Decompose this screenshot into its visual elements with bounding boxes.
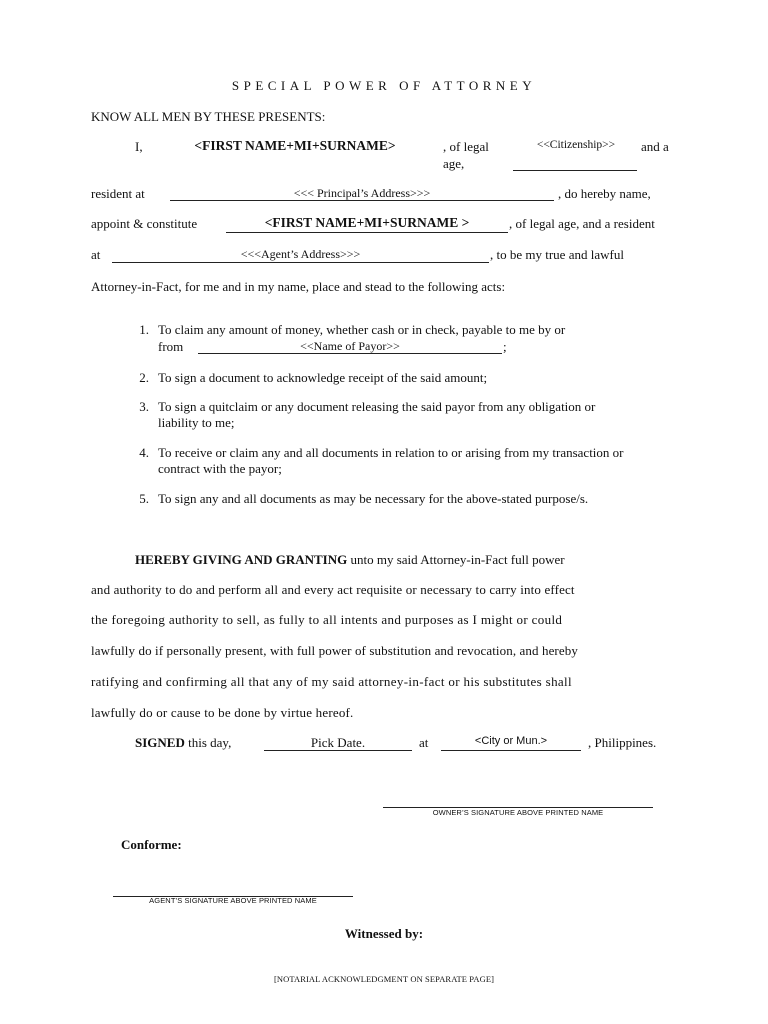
know-all-heading: KNOW ALL MEN BY THESE PRESENTS: (91, 109, 326, 124)
principal-name-field[interactable]: <FIRST NAME+MI+SURNAME> (194, 138, 396, 153)
granting-line-6: lawfully do or cause to be done by virtue hereof. (91, 705, 354, 720)
and-a-text: and a (641, 139, 669, 154)
act-4-text: To receive or claim any and all documents in relation to or arising from my transaction or contract with the payor; (158, 445, 624, 476)
date-underline (264, 750, 412, 751)
signed-at-text: at (419, 735, 429, 750)
granting-line-1-rest: unto my said Attorney-in-Fact full power (347, 552, 565, 567)
payor-underline (198, 353, 502, 354)
act-1-suffix: ; (503, 339, 507, 354)
witnessed-by: Witnessed by: (344, 926, 424, 941)
granting-line-2: and authority to do and perform all and every act requisite or necessary to carry into effect (91, 582, 575, 597)
city-field[interactable]: <City or Mun.> (474, 735, 548, 747)
notarial-note: [NOTARIAL ACKNOWLEDGMENT ON SEPARATE PAGE] (273, 974, 495, 984)
act-1-from: from (158, 339, 184, 354)
document-title: SPECIAL POWER OF ATTORNEY (231, 78, 537, 93)
granting-line-4: lawfully do if personally present, with full power of substitution and revocation, and hereby (91, 643, 578, 658)
resident-at-text: resident at (91, 186, 145, 201)
act-1-text: To claim any amount of money, whether cash or in check, payable to me by or (158, 322, 566, 337)
granting-line-1 (135, 552, 565, 568)
agent-address-field[interactable]: <<<Agent’s Address>>> (240, 247, 361, 261)
agent-address-underline (112, 262, 489, 263)
date-field[interactable]: Pick Date. (310, 735, 366, 750)
signed-bold: SIGNED (135, 735, 185, 750)
legal-age-resident-text: , of legal age, and a resident (509, 216, 655, 231)
act-3-text: To sign a quitclaim or any document releasing the said payor from any obligation or liability to me; (158, 399, 596, 430)
signed-text (135, 735, 231, 751)
agent-name-underline (226, 232, 508, 233)
owner-signature-label: OWNER’S SIGNATURE ABOVE PRINTED NAME (432, 808, 604, 817)
act-1-number: 1. (139, 322, 149, 337)
act-3-number: 3. (139, 399, 149, 414)
attorney-line: Attorney-in-Fact, for me and in my name, place and stead to the following acts: (91, 279, 506, 294)
age-text: age, (443, 156, 465, 171)
true-lawful-text: , to be my true and lawful (490, 247, 624, 262)
principal-address-field[interactable]: <<< Principal’s Address>>> (293, 186, 431, 200)
granting-line-5: ratifying and confirming all that any of my said attorney-in-fact or his substitutes shall (91, 674, 572, 689)
conforme-label: Conforme: (121, 837, 182, 852)
citizenship-field[interactable]: <<Citizenship>> (536, 139, 616, 151)
act-4-number: 4. (139, 445, 149, 460)
of-legal-text: , of legal (443, 139, 489, 154)
citizenship-underline (513, 170, 637, 171)
do-hereby-text: , do hereby name, (558, 186, 651, 201)
this-day-text: this day, (184, 735, 232, 750)
act-2-text: To sign a document to acknowledge receipt of the said amount; (158, 370, 488, 385)
appoint-text: appoint & constitute (91, 216, 198, 231)
philippines-text: , Philippines. (588, 735, 657, 750)
granting-line-3: the foregoing authority to sell, as fully to all intents and purposes as I might or could (91, 612, 563, 627)
act-5-number: 5. (139, 491, 149, 506)
at-text: at (91, 247, 101, 262)
act-2-number: 2. (139, 370, 149, 385)
city-underline (441, 750, 581, 751)
act-5-text: To sign any and all documents as may be necessary for the above-stated purpose/s. (158, 491, 589, 506)
principal-address-underline (170, 200, 554, 201)
granting-lead: HEREBY GIVING AND GRANTING (135, 552, 348, 567)
intro-i: I, (135, 139, 143, 154)
payor-name-field[interactable]: <<Name of Payor>> (300, 339, 400, 353)
agent-signature-label: AGENT’S SIGNATURE ABOVE PRINTED NAME (149, 896, 317, 905)
agent-name-field[interactable]: <FIRST NAME+MI+SURNAME > (264, 215, 470, 230)
